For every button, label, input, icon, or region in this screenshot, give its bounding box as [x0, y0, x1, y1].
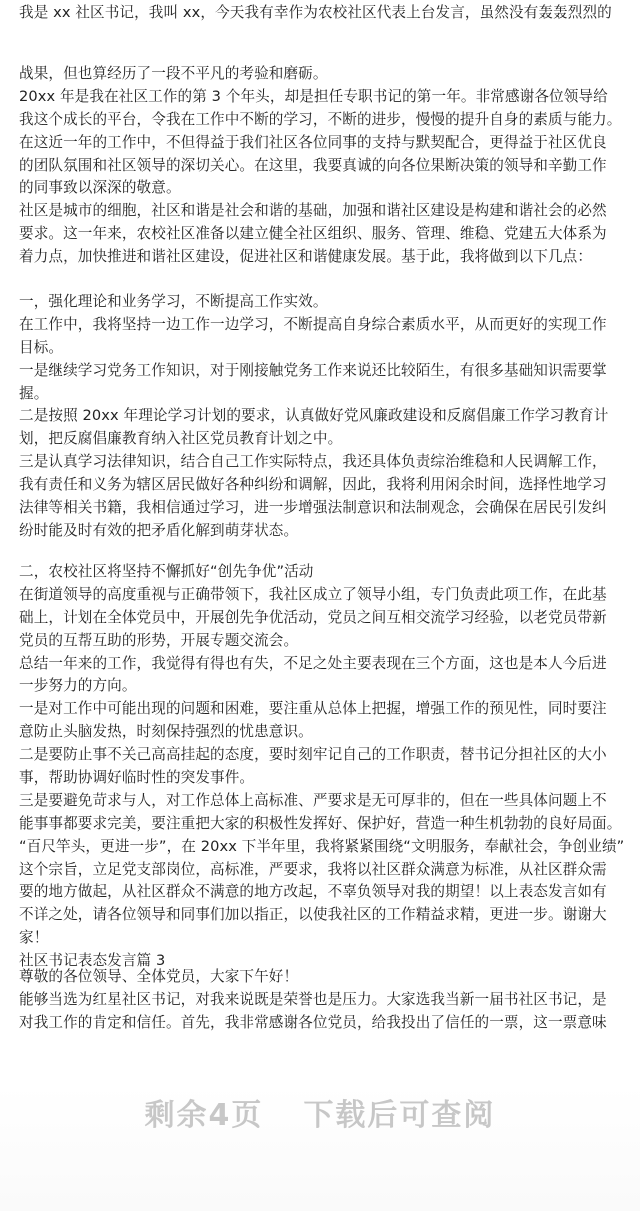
text-line: 总结一年来的工作，我觉得有得也有失，不足之处主要表现在三个方面，这也是本人今后进	[19, 654, 607, 672]
paragraph-block-study	[19, 291, 625, 543]
text-line: 划，把反腐倡廉教育纳入社区党员教育计划之中。	[19, 430, 343, 448]
text-line: 对我工作的肯定和信任。首先，我非常感谢各位党员，给我投出了信任的一票，这一票意味	[19, 1013, 607, 1031]
paragraph-block-campaign	[19, 561, 625, 973]
text-line: 二是要防止事不关己高高挂起的态度，要时刻牢记自己的工作职责，替书记分担社区的大小	[19, 746, 607, 764]
remaining-pages-label: 剩余4页	[144, 1098, 264, 1133]
text-line: 三是要避免苛求与人，对工作总体上高标准、严要求是无可厚非的，但在一些具体问题上不	[19, 791, 607, 809]
text-line: 握。	[19, 384, 49, 402]
text-line: 这个宗旨，立足党支部岗位，高标准，严要求，我将以社区群众满意为标准，从社区群众需	[19, 860, 607, 878]
text-line: 础上，计划在全体党员中，开展创先争优活动，党员之间互相交流学习经验，以老党员带新	[19, 608, 607, 626]
text-line: 纷时能及时有效的把矛盾化解到萌芽状态。	[19, 521, 299, 539]
text-line: 的团队氛围和社区领导的深切关心。在这里，我要真诚的向各位果断决策的领导和辛勤工作	[19, 156, 607, 174]
text-line: 我有责任和义务为辖区居民做好各种纠纷和调解，因此，我将利用闲余时间，选择性地学习	[19, 476, 607, 494]
greeting-line: 尊敬的各位领导、全体党员，大家下午好！	[19, 968, 299, 985]
paragraph-block-intro	[19, 63, 625, 269]
download-hint-label: 下载后可查阅	[303, 1098, 496, 1133]
text-line: 我这个成长的平台，令我在工作中不断的学习，不断的进步，慢慢的提升自身的素质与能力。	[19, 110, 622, 128]
text-line: 一是对工作中可能出现的问题和困难，要注重从总体上把握，增强工作的预见性，同时要注	[19, 700, 607, 718]
text-line: 能够当选为红星社区书记，对我来说既是荣誉也是压力。大家选我当新一届书社区书记，是	[19, 990, 607, 1008]
text-line: 一步努力的方向。	[19, 677, 137, 695]
text-line: “百尺竿头，更进一步”，在 20xx 下半年里，我将紧紧围绕“文明服务，奉献社会，争创业绩”	[19, 837, 625, 855]
text-line: 意防止头脑发热，时刻保持强烈的忧患意识。	[19, 723, 313, 741]
text-line: 要的地方做起，从社区群众不满意的地方改起，不辜负领导对我的期望！以上表态发言如有	[19, 883, 607, 901]
section-heading: 二，农校社区将坚持不懈抓好“创先争优”活动	[19, 563, 314, 580]
text-line: 目标。	[19, 338, 64, 356]
text-line: 着力点，加快推进和谐社区建设，促进社区和谐健康发展。基于此，我将做到以下几点：	[19, 248, 593, 266]
text-line: 的同事致以深深的敬意。	[19, 179, 181, 197]
paragraph-block-speech-3	[19, 966, 625, 1035]
section-heading: 一，强化理论和业务学习，不断提高工作实效。	[19, 293, 328, 310]
text-line: 不详之处，请各位领导和同事们加以指正，以使我社区的工作精益求精，更进一步。谢谢大	[19, 906, 607, 924]
text-line: 事，帮助协调好临时性的突发事件。	[19, 769, 255, 787]
text-line: 党员的互帮互助的形势，开展专题交流会。	[19, 631, 299, 649]
text-line: 20xx 年是我在社区工作的第 3 个年头，却是担任专职书记的第一年。非常感谢各位领导给	[19, 87, 608, 105]
text-line: 三是认真学习法律知识，结合自己工作实际特点，我还具体负责综治维稳和人民调解工作，	[19, 453, 607, 471]
text-line: 社区是城市的细胞，社区和谐是社会和谐的基础，加强和谐社区建设是构建和谐社会的必然	[19, 202, 607, 220]
text-line: 在工作中，我将坚持一边工作一边学习，不断提高自身综合素质水平，从而更好的实现工作	[19, 315, 607, 333]
text-line: 要求。这一年来，农校社区准备以建立健全社区组织、服务、管理、维稳、党建五大体系为	[19, 225, 607, 243]
text-line: 在街道领导的高度重视与正确带领下，我社区成立了领导小组，专门负责此项工作，在此基	[19, 585, 607, 603]
text-line: 家！	[19, 929, 49, 947]
text-line: 在这近一年的工作中，不但得益于我们社区各位同事的支持与默契配合，更得益于社区优良	[19, 133, 607, 151]
article-title: 社区书记表态发言篇 3	[19, 952, 166, 970]
text-line: 能事事都要求完美，要注重把大家的积极性发挥好、保护好，营造一种生机勃勃的良好局面。	[19, 814, 622, 832]
text-line: 二是按照 20xx 年理论学习计划的要求，认真做好党风廉政建设和反腐倡廉工作学习教育计	[19, 407, 609, 425]
text-line: 战果，但也算经历了一段不平凡的考验和磨砺。	[19, 65, 328, 82]
first-text-line: 我是 xx 社区书记，我叫 xx，今天我有幸作为农校社区代表上台发言，虽然没有轰轰烈烈的	[19, 4, 612, 21]
download-prompt[interactable]	[0, 1090, 640, 1134]
text-line: 一是继续学习党务工作知识，对于刚接触党务工作来说还比较陌生，有很多基础知识需要掌	[19, 361, 607, 379]
text-line: 法律等相关书籍，我相信通过学习，进一步增强法制意识和法制观念，会确保在居民引发纠	[19, 499, 607, 517]
